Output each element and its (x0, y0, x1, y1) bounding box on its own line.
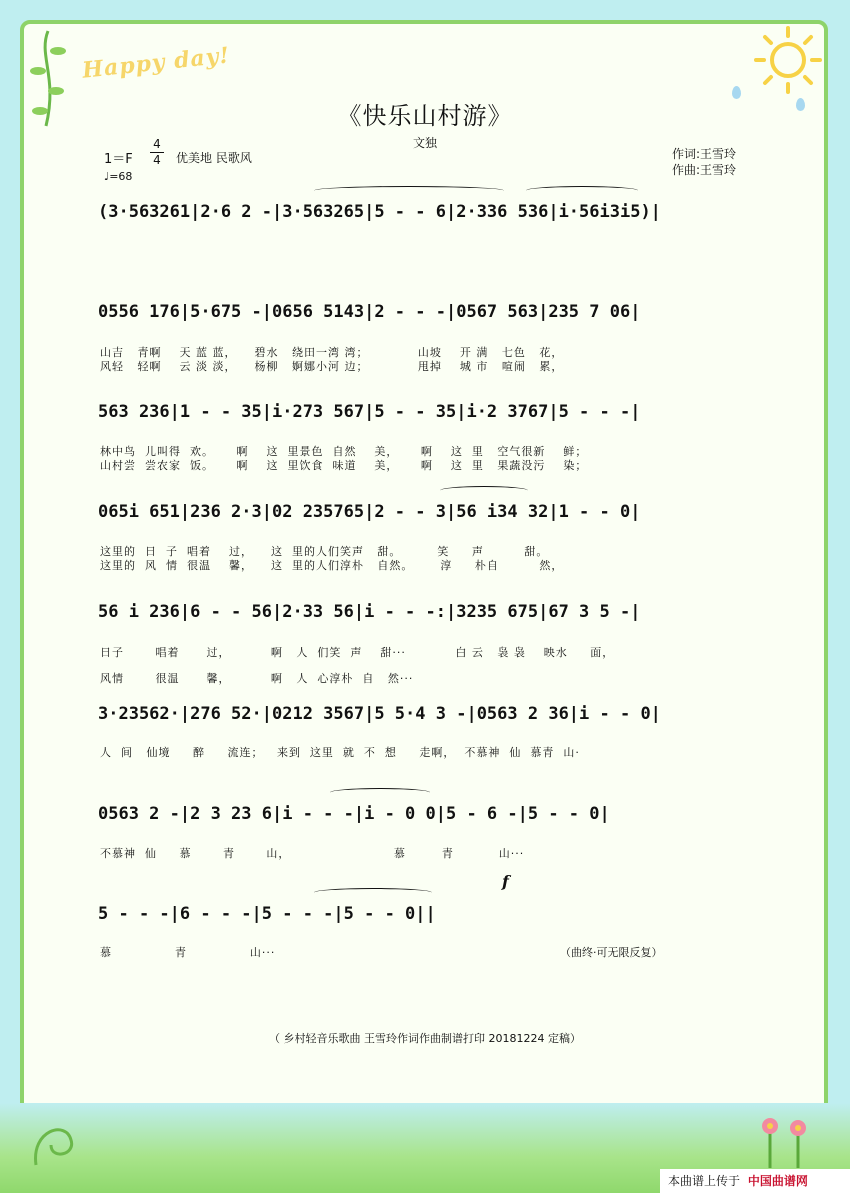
notation-line: 065i 651|236 2·3|02 235765|2 - - 3|56 i34 32|1 - - 0| (98, 502, 641, 522)
swirl-decoration (26, 1090, 96, 1170)
flowers-decoration (748, 1110, 828, 1170)
lyric-line: 日子 唱着 过， 啊 人 们笑 声 甜··· 白 云 袅 袅 映水 面， (100, 646, 615, 659)
notation-line: 56 i 236|6 - - 56|2·33 56|i - - -:|3235 675|67 3 5 -| (98, 602, 641, 622)
notation-line: 0556 176|5·675 -|0656 5143|2 - - -|0567 563|235 7 06| (98, 302, 641, 322)
lyric-line: 慕 青 山··· (100, 946, 276, 959)
lyric-line: 山吉 青啊 天 蓝 蓝， 碧水 绕田一湾 湾； 山坡 开 满 七色 花， (100, 346, 564, 359)
lyricist-credit: 作词:王雪玲 (672, 147, 737, 161)
lyric-line: 这里的 日 子 唱着 过， 这 里的人们笑声 甜。 笑 声 甜。 (100, 545, 549, 558)
notation-line: 5 - - -|6 - - -|5 - - -|5 - - 0|| (98, 904, 436, 924)
key-signature: 1＝F (104, 152, 133, 167)
lyric-line: 不慕神 仙 慕 青 山， 慕 青 山··· (100, 847, 525, 860)
slur (526, 186, 638, 195)
style-marking: 优美地 民歌风 (176, 151, 252, 165)
end-note: （曲终·可无限反复） (560, 946, 663, 959)
site-logo[interactable]: 中国曲谱网 (747, 1174, 808, 1188)
lyric-line: 风轻 轻啊 云 淡 淡， 杨柳 婀娜小河 边； 甩掉 城 市 喧闹 累， (100, 360, 564, 373)
upload-banner (660, 1169, 850, 1193)
footer-note: （ 乡村轻音乐歌曲 王雪玲作词作曲制谱打印 20181224 定稿） (269, 1032, 581, 1045)
performance-type: 文独 (412, 136, 437, 150)
meter-bottom: 4 (150, 152, 164, 168)
notation-line: (3·563261|2·6 2 -|3·563265|5 - - 6|2·336 536|i·56i3i5)| (98, 202, 661, 222)
tempo-marking: ♩=68 (104, 170, 133, 183)
lyric-line: 人 间 仙境 醉 流连； 来到 这里 就 不 想 走啊， 不慕神 仙 慕青 山· (100, 746, 580, 759)
credits (672, 146, 736, 178)
notation-line: 563 236|1 - - 35|i·273 567|5 - - 35|i·2 3767|5 - - -| (98, 402, 641, 422)
meter-top: 4 (153, 137, 161, 151)
time-signature (150, 137, 164, 168)
slur (440, 486, 528, 495)
upload-label: 本曲谱上传于 (668, 1174, 741, 1188)
slur (314, 888, 432, 897)
lyric-line: 这里的 风 情 很温 馨， 这 里的人们淳朴 自然。 淳 朴自 然， (100, 559, 564, 572)
composer-credit: 作曲:王雪玲 (672, 163, 737, 177)
notation-line: 3·23562·|276 52·|0212 3567|5 5·4 3 -|0563 2 36|i - - 0| (98, 704, 661, 724)
lyric-line: 山村尝 尝农家 饭。 啊 这 里饮食 味道 美， 啊 这 里 果蔬没污 染； (100, 459, 588, 472)
sun-icon (748, 22, 828, 102)
happy-day-text: Happy day! (81, 42, 232, 84)
lyric-line: 林中鸟 儿叫得 欢。 啊 这 里景色 自然 美， 啊 这 里 空气很新 鲜； (100, 445, 588, 458)
slur (314, 186, 504, 195)
notation-line: 0563 2 -|2 3 23 6|i - - -|i - 0 0|5 - 6 -|5 - - 0| (98, 804, 610, 824)
lyric-line: 风情 很温 馨， 啊 人 心淳朴 自 然··· (100, 672, 414, 685)
slur (330, 788, 430, 797)
song-title: 《快乐山村游》 (337, 102, 513, 130)
dynamic-marking: f (502, 872, 509, 891)
